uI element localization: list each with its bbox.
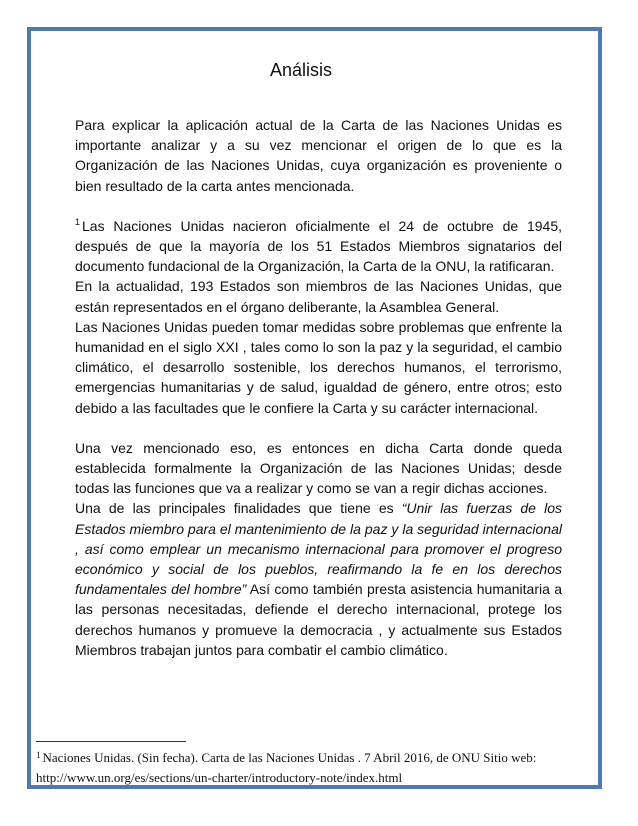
paragraph-members: En la actualidad, 193 Estados son miembros de las Naciones Unidas, que están representados en el órgano deliberante, la Asamblea General. [75, 278, 562, 315]
paragraph-charter: Una vez mencionado eso, es entonces en dicha Carta donde queda establecida formalmente la Organización de las Naciones Unidas; desde todas las funciones que va a realizar y como se van a regir dichas acciones. [75, 439, 562, 497]
purposes-intro: Una de las principales finalidades que tiene es [75, 500, 402, 517]
purposes-end: Así como también presta asistencia humanitaria a las personas necesitadas, defiende el derecho internacional, protege los derechos humanos y promueve la democracia , y actualmente sus Estados Miembros trabajan juntos para combatir el cambio climático. [75, 581, 562, 658]
purposes-quote: “Unir las fuerzas de los Estados miembro para el mantenimiento de la paz y la seguridad internacional , así como emplear un mecanismo internacional para promover el progreso económico y social de los pueblos, reafirmando la fe en los derechos fundamentales del hombre” [75, 500, 562, 598]
footnote-separator [36, 741, 186, 742]
title-text: Análisis [269, 60, 333, 80]
document-body [75, 115, 562, 660]
page-title [0, 60, 638, 81]
footnote-text: Naciones Unidas. (Sin fecha). Carta de las Naciones Unidas . 7 Abril 2016, de ONU Sitio web: http://www.un.org/es/sections/un-charter/introductory-note/index.html [36, 750, 537, 785]
paragraph-origin-text: Las Naciones Unidas nacieron oficialmente el 24 de octubre de 1945, después de que la mayoría de los 51 Estados Miembros signatarios del documento fundacional de la Organización, la Carta de la ONU, la ratificaran. [75, 217, 562, 275]
paragraph-issues: Las Naciones Unidas pueden tomar medidas sobre problemas que enfrente la humanidad en el siglo XXI , tales como lo son la paz y la seguridad, el cambio climático, el desarrollo sostenible, los derechos humanos, el terrorismo, emergencias humanitarias y de salud, igualdad de género, entre otros; esto debido a las facultades que le confiere la Carta y su carácter internacional. [75, 318, 562, 416]
paragraph-origin [75, 216, 562, 277]
footnote-marker: 1 [36, 750, 41, 760]
paragraph-purposes [75, 498, 562, 660]
paragraph-intro: Para explicar la aplicación actual de la Carta de las Naciones Unidas es importante analizar y a su vez mencionar el origen de lo que es la Organización de las Naciones Unidas, cuya organización es proveniente o bien resultado de la carta antes mencionada. [75, 117, 562, 194]
footnote-ref: 1 [75, 216, 81, 227]
footnote [36, 748, 596, 788]
